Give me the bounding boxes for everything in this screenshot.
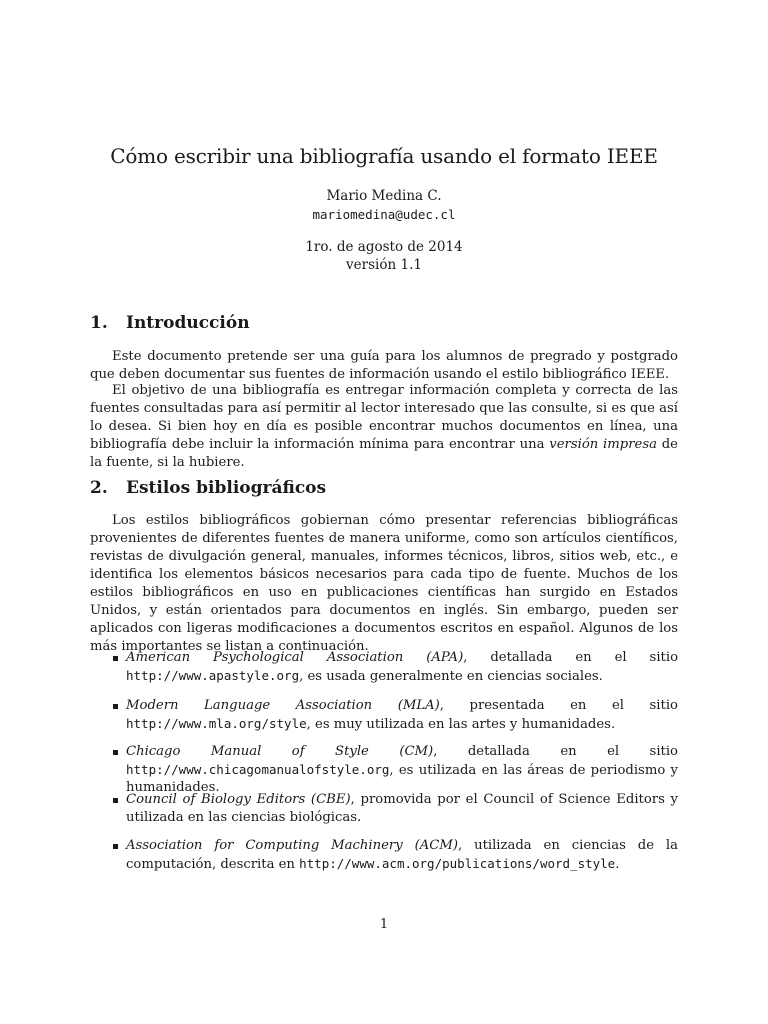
document-version: versión 1.1 bbox=[346, 257, 422, 273]
author-name: Mario Medina C. bbox=[326, 188, 442, 204]
style-name: Association for Computing Machinery (ACM) bbox=[126, 838, 458, 853]
section-heading-introduccion bbox=[90, 313, 250, 333]
bullet-icon bbox=[113, 844, 118, 849]
bullet-icon bbox=[113, 798, 118, 803]
intro-paragraph-2: El objetivo de una bibliografía es entregar información completa y correcta de las fuentes consultadas para así permitir al lector interesado que las consulte, si es que así lo desea. Si bien hoy en día es posible encontrar muchos documentos en línea, una bibliografía debe incluir la información mínima para encontrar una versión impresa de la fuente, si la hubiere. bbox=[90, 383, 678, 470]
styles-paragraph: Los estilos bibliográficos gobiernan cómo presentar referencias bibliográficas provenientes de diferentes fuentes de manera uniforme, como son artículos científicos, revistas de divulgación general, manuales, informes técnicos, libros, sitios web, etc., e identifica los elementos básicos necesarios para cada tipo de fuente. Muchos de los estilos bibliográficos en uso en publicaciones científicas han surgido en Estados Unidos, y están orientados para documentos en inglés. Sin embargo, pueden ser aplicados con ligeras modificaciones a documentos escritos en español. Algunos de los más importantes se listan a continuación. bbox=[90, 513, 678, 654]
page-number: 1 bbox=[379, 917, 389, 932]
style-name: Chicago Manual of Style (CM) bbox=[126, 744, 434, 759]
style-name: Modern Language Association (MLA) bbox=[126, 698, 440, 713]
style-url[interactable]: http://www.acm.org/publications/word_style bbox=[299, 855, 616, 871]
section-title: Introducción bbox=[126, 313, 250, 333]
document-date: 1ro. de agosto de 2014 bbox=[305, 239, 463, 255]
emphasis-text: versión impresa bbox=[549, 437, 657, 452]
style-url[interactable]: http://www.mla.org/style bbox=[126, 715, 307, 731]
section-number: 2. bbox=[90, 478, 108, 498]
document-page: Cómo escribir una bibliografía usando el formato IEEE Mario Medina C. mariomedina@udec.cl 1ro. de agosto de 2014 versión 1.1 1. Introducción Este documento pretende ser una guía para los alumnos de pregrado y postgrado que deben documentar sus fuentes de información usando el estilo bibliográfico IEEE. El objetivo de una bibliografía es entregar información completa y correcta de las fuentes consultadas para así permitir al lector interesado que las consulte, si es que así lo desea. Si bien hoy en día es posible encontrar muchos documentos en línea, una bibliografía debe incluir la información mínima para encontrar una versión impresa de la fuente, si la hubiere. 2. Estilos bibliográficos Los estilos bibliográficos gobiernan cómo presentar referencias bibliográficas provenientes de diferentes fuentes de manera uniforme, como son artículos científicos, revistas de divulgación general, manuales, informes técnicos, libros, sitios web, etc., e identifica los elementos básicos necesarios para cada tipo de fuente. Muchos de los estilos bibliográficos en uso en publicaciones científicas han surgido en Estados Unidos, y están orientados para documentos en inglés. Sin embargo, pueden ser aplicados con ligeras modificaciones a documentos escritos en español. Algunos de los más importantes se listan a continuación. American Psychological Association (APA), detallada en el sitio http://www.apastyle.org, es usada generalmente en ciencias sociales. Modern Language Association (MLA), presentada en el sitio http://www.mla.org/style, es muy utilizada en las artes y humanidades. Chicago Manual of Style (CM), detallada en el sitio http://www.chicagomanualofstyle.org, es utilizada en las áreas de periodismo y humanidades. Council of Biology Editors (CBE), promovida por el Council of Science Editors y utilizada en las ciencias biológicas. Association for Computing Machinery (ACM), utilizada en ciencias de la computación, descrita en http://www.acm.org/publications/word_style. 1 bbox=[0, 0, 768, 1024]
author-email[interactable]: mariomedina@udec.cl bbox=[312, 207, 456, 222]
intro-paragraph-1: Este documento pretende ser una guía para los alumnos de pregrado y postgrado que deben documentar sus fuentes de información usando el estilo bibliográfico IEEE. bbox=[90, 349, 678, 382]
bullet-icon bbox=[113, 656, 118, 661]
style-name: American Psychological Association (APA) bbox=[126, 650, 464, 665]
section-number: 1. bbox=[90, 313, 108, 333]
bullet-icon bbox=[113, 704, 118, 709]
style-url[interactable]: http://www.apastyle.org bbox=[126, 667, 300, 683]
bullet-icon bbox=[113, 750, 118, 755]
section-title: Estilos bibliográficos bbox=[126, 478, 327, 498]
paper-title: Cómo escribir una bibliografía usando el formato IEEE bbox=[110, 144, 658, 168]
section-heading-estilos bbox=[90, 478, 326, 498]
style-url[interactable]: http://www.chicagomanualofstyle.org bbox=[126, 761, 390, 777]
style-name: Council of Biology Editors (CBE) bbox=[126, 792, 351, 807]
